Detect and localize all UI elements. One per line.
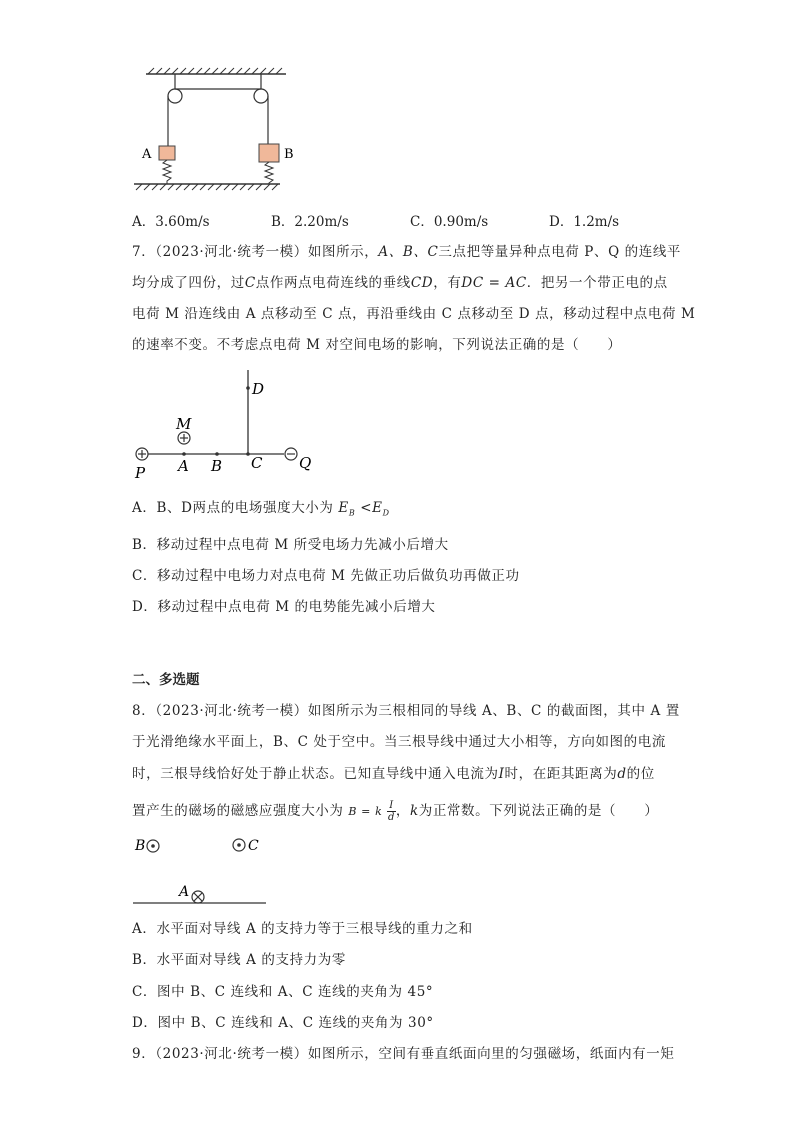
label-b: B bbox=[284, 147, 294, 162]
q6-option-b[interactable]: B．2.20m/s bbox=[271, 214, 349, 230]
point-c bbox=[246, 452, 250, 456]
q8-option-d[interactable]: D．图中 B、C 连线和 A、C 连线的夹角为 30° bbox=[132, 1015, 434, 1031]
point-d bbox=[246, 386, 250, 390]
q8-option-c[interactable]: C．图中 B、C 连线和 A、C 连线的夹角为 45° bbox=[132, 984, 434, 1000]
label-wire-b: B bbox=[135, 838, 146, 854]
formula-fraction: $\frac{I}{d}$ bbox=[388, 800, 396, 823]
label-q: Q bbox=[299, 454, 312, 472]
q9-line-1: 9．（2023·河北·统考一模）如图所示，空间有垂直纸面向里的匀强磁场，纸面内有一矩 bbox=[132, 1046, 675, 1062]
q8-option-b[interactable]: B．水平面对导线 A 的支持力为零 bbox=[132, 952, 346, 968]
spring-b bbox=[265, 162, 273, 184]
block-a bbox=[159, 146, 175, 160]
q6-option-a[interactable]: A．3.60m/s bbox=[132, 214, 210, 230]
q8-line-4: 置产生的磁场的磁感应强度大小为 B = k $\frac{I}{d}$ ，k为正常数。下列说法正确的是（ ） bbox=[132, 800, 659, 823]
formula-b: B = k bbox=[348, 805, 383, 818]
point-b bbox=[215, 452, 219, 456]
wires-diagram bbox=[130, 834, 280, 910]
label-wire-c: C bbox=[248, 838, 259, 854]
label-b: B bbox=[211, 457, 223, 475]
ceiling-hatching bbox=[148, 68, 282, 74]
q7-option-d[interactable]: D．移动过程中点电荷 M 的电势能先减小后增大 bbox=[132, 599, 436, 615]
label-m: M bbox=[176, 415, 192, 433]
q8-line-1: 8．（2023·河北·统考一模）如图所示为三根相同的导线 A、B、C 的截面图，其中 A 置 bbox=[132, 703, 680, 719]
floor-hatching bbox=[136, 184, 278, 190]
q7-line-1: 7．（2023·河北·统考一模）如图所示，A、B、C三点把等量异种点电荷 P、Q 的连线平 bbox=[132, 244, 682, 260]
pulley-spring-diagram bbox=[130, 66, 294, 196]
q7-line-2: 均分成了四份，过C点作两点电荷连线的垂线CD，有DC = AC．把另一个带正电的点 bbox=[132, 275, 668, 291]
q8-line-2: 于光滑绝缘水平面上，B、C 处于空中。当三根导线中通过大小相等，方向如图的电流 bbox=[132, 734, 666, 750]
q7-line-4: 的速率不变。不考虑点电荷 M 对空间电场的影响，下列说法正确的是（ ） bbox=[132, 337, 622, 353]
right-pulley bbox=[254, 89, 268, 103]
block-b bbox=[259, 144, 279, 162]
label-a: A bbox=[142, 147, 152, 162]
label-wire-a: A bbox=[179, 884, 190, 900]
label-d: D bbox=[252, 380, 265, 398]
q6-option-c[interactable]: C．0.90m/s bbox=[410, 214, 489, 230]
charges-diagram bbox=[128, 370, 328, 482]
q7-line-3: 电荷 M 沿连线由 A 点移动至 C 点，再沿垂线由 C 点移动至 D 点，移动过程中点电荷 M bbox=[132, 306, 696, 322]
q6-option-d[interactable]: D．1.2m/s bbox=[549, 214, 620, 230]
q7-option-c[interactable]: C．移动过程中电场力对点电荷 M 先做正功后做负功再做正功 bbox=[132, 568, 520, 584]
spring-a bbox=[163, 160, 171, 184]
label-p: P bbox=[135, 464, 146, 482]
q8-line-3: 时，三根导线恰好处于静止状态。已知直导线中通入电流为I时，在距其距离为d的位 bbox=[132, 766, 655, 782]
q8-option-a[interactable]: A．水平面对导线 A 的支持力等于三根导线的重力之和 bbox=[132, 921, 473, 937]
point-a bbox=[182, 452, 186, 456]
section-heading: 二、多选题 bbox=[132, 672, 200, 688]
q7-option-a[interactable]: A．B、D两点的电场强度大小为 $E_B <E_D$ bbox=[132, 500, 390, 518]
label-c: C bbox=[251, 454, 263, 472]
q7-option-b[interactable]: B．移动过程中点电荷 M 所受电场力先减小后增大 bbox=[132, 537, 449, 553]
left-pulley bbox=[168, 89, 182, 103]
label-a: A bbox=[178, 457, 189, 475]
